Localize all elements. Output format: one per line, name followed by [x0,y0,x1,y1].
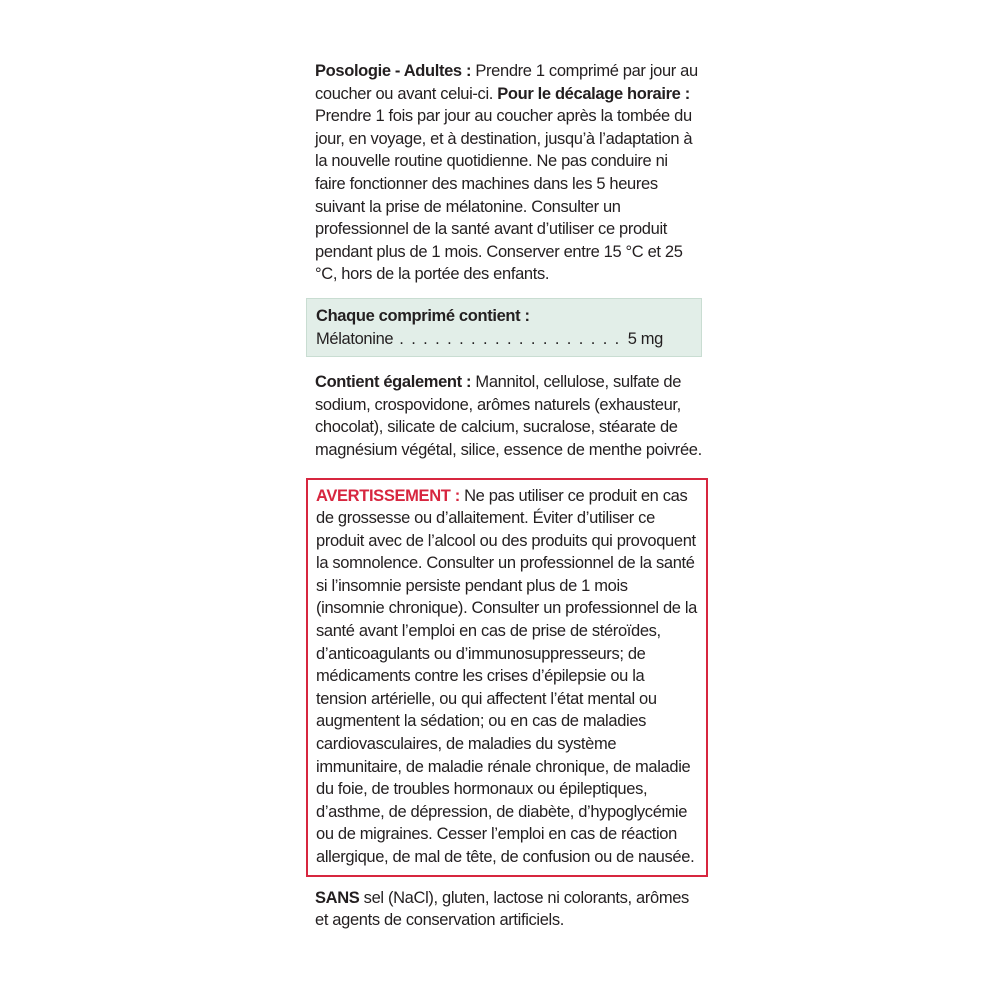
other-ingredients-text: Mannitol, cellulose, sulfate de sodium, crospovidone, arômes naturels (exhausteur, chocolat), silicate de calcium, sucralose, stéarate de magnésium végétal, silice, essence de menthe poivrée. [315,373,702,459]
dosage-text: Prendre 1 comprimé par jour au coucher ou avant celui-ci. [315,62,698,103]
free-from-section [306,887,702,932]
ingredients-box [306,298,702,357]
free-from-text: sel (NaCl), gluten, lactose ni colorants, arômes et agents de conservation artificiels. [315,888,689,930]
warning-text: Ne pas utiliser ce produit en cas de grossesse ou d’allaitement. Éviter d’utiliser ce produit avec de l’alcool ou des produits qui provoquent la somnolence. Consulter un professionnel de la santé si l’insomnie persiste pendant plus de 1 mois (insomnie chronique). Consulter un professionnel de la santé avant l’emploi en cas de prise de stéroïdes, d’anticoagulants ou d’immunosuppresseurs; de médicaments contre les crises d’épilepsie ou la tension artérielle, ou qui affectent l’état mental ou augmentent la sédation; ou en cas de maladies cardiovasculaires, de maladies du système immunitaire, de maladie rénale chronique, de maladie du foie, de troubles hormonaux ou épileptiques, d’asthme, de dépression, de diabète, d’hypoglycémie ou de migraines. Cesser l’emploi en cas de réaction allergique, de mal de tête, de confusion ou de nausée. [316,486,697,866]
free-from-title: SANS [315,888,360,907]
ingredients-title: Chaque comprimé contient : [316,306,530,325]
ingredient-row [316,328,693,351]
ingredient-name: Mélatonine [316,329,394,348]
product-label [306,60,702,932]
other-ingredients-section [306,371,702,461]
other-ingredients-title: Contient également : [315,373,472,392]
leader-dots [393,328,627,351]
jetlag-text: Prendre 1 fois par jour au coucher après la tombée du jour, en voyage, et à destination, jusqu’à l’adaptation à la nouvelle routine quotidienne. Ne pas conduire ni faire fonctionner des machines dans les 5 heures suivant la prise de mélatonine. Consulter un professionnel de la santé avant d’utiliser ce produit pendant plus de 1 mois. Conserver entre 15 °C et 25 °C, hors de la portée des enfants. [315,107,693,284]
dosage-section [306,60,702,286]
warning-box [306,478,708,877]
jetlag-title: Pour le décalage horaire : [497,84,690,103]
ingredient-amount: 5 mg [627,329,663,348]
warning-title: AVERTISSEMENT : [316,486,460,505]
dosage-title: Posologie - Adultes : [315,62,472,80]
